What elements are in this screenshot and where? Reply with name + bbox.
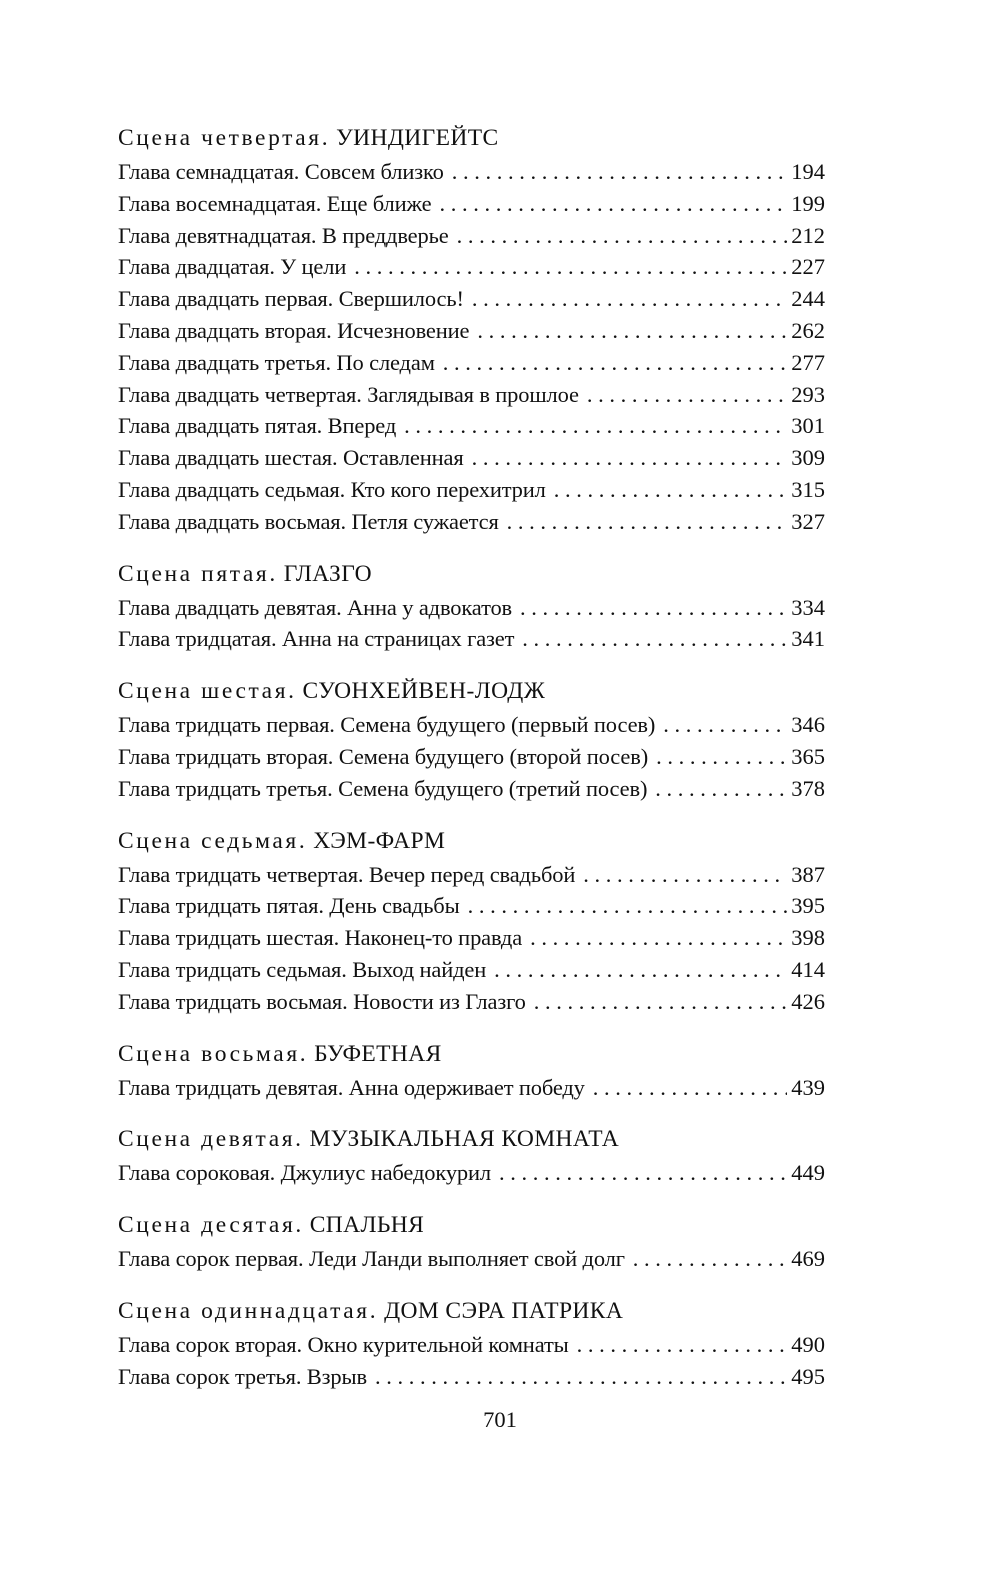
toc-entry <box>118 474 825 506</box>
chapter-page-number: 262 <box>791 317 825 343</box>
chapter-title: Глава тридцать девятая. Анна одерживает победу <box>118 1074 585 1100</box>
chapter-page-number: 199 <box>791 190 825 216</box>
chapter-title: Глава двадцать первая. Свершилось! <box>118 286 464 312</box>
dot-leader <box>577 1329 788 1361</box>
dot-leader <box>457 220 788 252</box>
chapter-page-number: 426 <box>791 988 825 1014</box>
chapter-page-number: 490 <box>791 1331 825 1357</box>
chapter-title: Глава тридцать шестая. Наконец-то правда <box>118 925 523 951</box>
scene-label: Сцена шестая. <box>118 678 297 705</box>
dot-leader <box>477 315 787 347</box>
dot-leader <box>633 1243 787 1275</box>
toc-section <box>118 1121 825 1189</box>
scene-label: Сцена девятая. <box>118 1126 304 1153</box>
scene-heading <box>118 1207 825 1243</box>
chapter-title: Глава сороковая. Джулиус набедокурил <box>118 1160 491 1186</box>
scene-heading <box>118 673 825 709</box>
chapter-page-number: 346 <box>791 712 825 738</box>
scene-label: Сцена седьмая. <box>118 827 308 854</box>
scene-heading <box>118 1121 825 1157</box>
chapter-title: Глава двадцать девятая. Анна у адвокатов <box>118 594 513 620</box>
toc-entry <box>118 156 825 188</box>
chapter-page-number: 315 <box>791 476 825 502</box>
scene-label: Сцена одиннадцатая. <box>118 1297 379 1324</box>
chapter-page-number: 227 <box>791 254 825 280</box>
toc-entry <box>118 623 825 655</box>
toc-entry <box>118 283 825 315</box>
chapter-page-number: 365 <box>791 743 825 769</box>
dot-leader <box>656 741 787 773</box>
chapter-page-number: 341 <box>791 626 825 652</box>
scene-name: ДОМ СЭРА ПАТРИКА <box>384 1297 624 1324</box>
toc-entry <box>118 592 825 624</box>
toc-entry <box>118 859 825 891</box>
chapter-title: Глава тридцать вторая. Семена будущего (второй посев) <box>118 743 649 769</box>
chapter-title: Глава тридцать седьмая. Выход найден <box>118 956 487 982</box>
toc-entry <box>118 506 825 538</box>
toc-entry <box>118 410 825 442</box>
toc-entry <box>118 251 825 283</box>
dot-leader <box>404 410 787 442</box>
toc-entry <box>118 773 825 805</box>
scene-heading <box>118 120 825 156</box>
scene-name: СУОНХЕЙВЕН-ЛОДЖ <box>302 678 546 705</box>
chapter-title: Глава двадцать четвертая. Заглядывая в прошлое <box>118 381 579 407</box>
chapter-title: Глава девятнадцатая. В преддверье <box>118 222 449 248</box>
dot-leader <box>530 922 787 954</box>
chapter-title: Глава тридцать первая. Семена будущего (первый посев) <box>118 712 656 738</box>
scene-name: МУЗЫКАЛЬНАЯ КОМНАТА <box>309 1126 620 1153</box>
chapter-title: Глава тридцать пятая. День свадьбы <box>118 893 460 919</box>
toc-entry <box>118 741 825 773</box>
dot-leader <box>439 188 787 220</box>
chapter-title: Глава тридцатая. Анна на страницах газет <box>118 626 515 652</box>
chapter-page-number: 277 <box>791 349 825 375</box>
toc-entry <box>118 890 825 922</box>
toc-section <box>118 1036 825 1104</box>
toc-entry <box>118 709 825 741</box>
scene-label: Сцена пятая. <box>118 560 278 587</box>
dot-leader <box>375 1361 787 1393</box>
chapter-page-number: 212 <box>791 222 825 248</box>
chapter-page-number: 469 <box>791 1246 825 1272</box>
chapter-page-number: 334 <box>791 594 825 620</box>
chapter-title: Глава двадцатая. У цели <box>118 254 347 280</box>
scene-label: Сцена четвертая. <box>118 125 331 151</box>
scene-name: ГЛАЗГО <box>283 560 372 587</box>
dot-leader <box>499 1157 787 1189</box>
table-of-contents <box>118 120 825 1393</box>
chapter-page-number: 244 <box>791 286 825 312</box>
toc-entry <box>118 1329 825 1361</box>
dot-leader <box>507 506 788 538</box>
chapter-page-number: 395 <box>791 893 825 919</box>
toc-entry <box>118 922 825 954</box>
scene-name: УИНДИГЕЙТС <box>336 125 499 151</box>
chapter-title: Глава двадцать седьмая. Кто кого перехитрил <box>118 476 546 502</box>
toc-section <box>118 120 825 538</box>
scene-name: БУФЕТНАЯ <box>314 1040 442 1067</box>
chapter-title: Глава восемнадцатая. Еще ближе <box>118 190 432 216</box>
scene-heading <box>118 1036 825 1072</box>
chapter-title: Глава семнадцатая. Совсем близко <box>118 159 444 184</box>
chapter-page-number: 449 <box>791 1160 825 1186</box>
chapter-title: Глава сорок вторая. Окно курительной комнаты <box>118 1331 569 1357</box>
toc-section <box>118 1293 825 1393</box>
dot-leader <box>443 347 787 379</box>
chapter-title: Глава сорок первая. Леди Ланди выполняет свой долг <box>118 1246 625 1272</box>
dot-leader <box>354 251 787 283</box>
dot-leader <box>583 859 787 891</box>
chapter-title: Глава двадцать восьмая. Петля сужается <box>118 508 499 534</box>
toc-entry <box>118 1361 825 1393</box>
toc-entry <box>118 986 825 1018</box>
scene-heading <box>118 556 825 592</box>
dot-leader <box>593 1072 787 1104</box>
chapter-page-number: 398 <box>791 925 825 951</box>
chapter-page-number: 301 <box>791 413 825 439</box>
toc-entry <box>118 315 825 347</box>
dot-leader <box>472 283 787 315</box>
toc-section <box>118 823 825 1018</box>
chapter-page-number: 495 <box>791 1363 825 1389</box>
dot-leader <box>520 592 787 624</box>
toc-entry <box>118 1072 825 1104</box>
dot-leader <box>655 773 787 805</box>
scene-heading <box>118 1293 825 1329</box>
scene-heading <box>118 823 825 859</box>
dot-leader <box>587 379 787 411</box>
toc-entry <box>118 1157 825 1189</box>
scene-name: ХЭМ-ФАРМ <box>313 827 446 854</box>
toc-entry <box>118 347 825 379</box>
chapter-page-number: 194 <box>791 159 825 184</box>
scene-label: Сцена восьмая. <box>118 1040 309 1067</box>
chapter-page-number: 378 <box>791 775 825 801</box>
scene-label: Сцена десятая. <box>118 1212 304 1239</box>
toc-section <box>118 1207 825 1275</box>
dot-leader <box>494 954 787 986</box>
toc-entry <box>118 220 825 252</box>
chapter-page-number: 293 <box>791 381 825 407</box>
toc-entry <box>118 1243 825 1275</box>
chapter-title: Глава двадцать пятая. Вперед <box>118 413 397 439</box>
dot-leader <box>554 474 787 506</box>
chapter-page-number: 327 <box>791 508 825 534</box>
chapter-title: Глава двадцать вторая. Исчезновение <box>118 317 470 343</box>
dot-leader <box>472 442 788 474</box>
chapter-page-number: 439 <box>791 1074 825 1100</box>
scene-name: СПАЛЬНЯ <box>309 1212 425 1239</box>
toc-entry <box>118 442 825 474</box>
toc-entry <box>118 188 825 220</box>
dot-leader <box>452 156 788 188</box>
chapter-title: Глава тридцать восьмая. Новости из Глазго <box>118 988 526 1014</box>
chapter-title: Глава двадцать шестая. Оставленная <box>118 445 464 471</box>
chapter-title: Глава двадцать третья. По следам <box>118 349 435 375</box>
chapter-page-number: 309 <box>791 445 825 471</box>
toc-section <box>118 556 825 656</box>
chapter-page-number: 414 <box>791 956 825 982</box>
dot-leader <box>534 986 788 1018</box>
toc-entry <box>118 379 825 411</box>
toc-section <box>118 673 825 804</box>
chapter-title: Глава сорок третья. Взрыв <box>118 1363 367 1389</box>
chapter-title: Глава тридцать третья. Семена будущего (третий посев) <box>118 775 648 801</box>
page-number: 701 <box>483 1407 517 1432</box>
dot-leader <box>468 890 788 922</box>
chapter-title: Глава тридцать четвертая. Вечер перед свадьбой <box>118 861 576 887</box>
toc-entry <box>118 954 825 986</box>
dot-leader <box>663 709 787 741</box>
chapter-page-number: 387 <box>791 861 825 887</box>
dot-leader <box>522 623 787 655</box>
